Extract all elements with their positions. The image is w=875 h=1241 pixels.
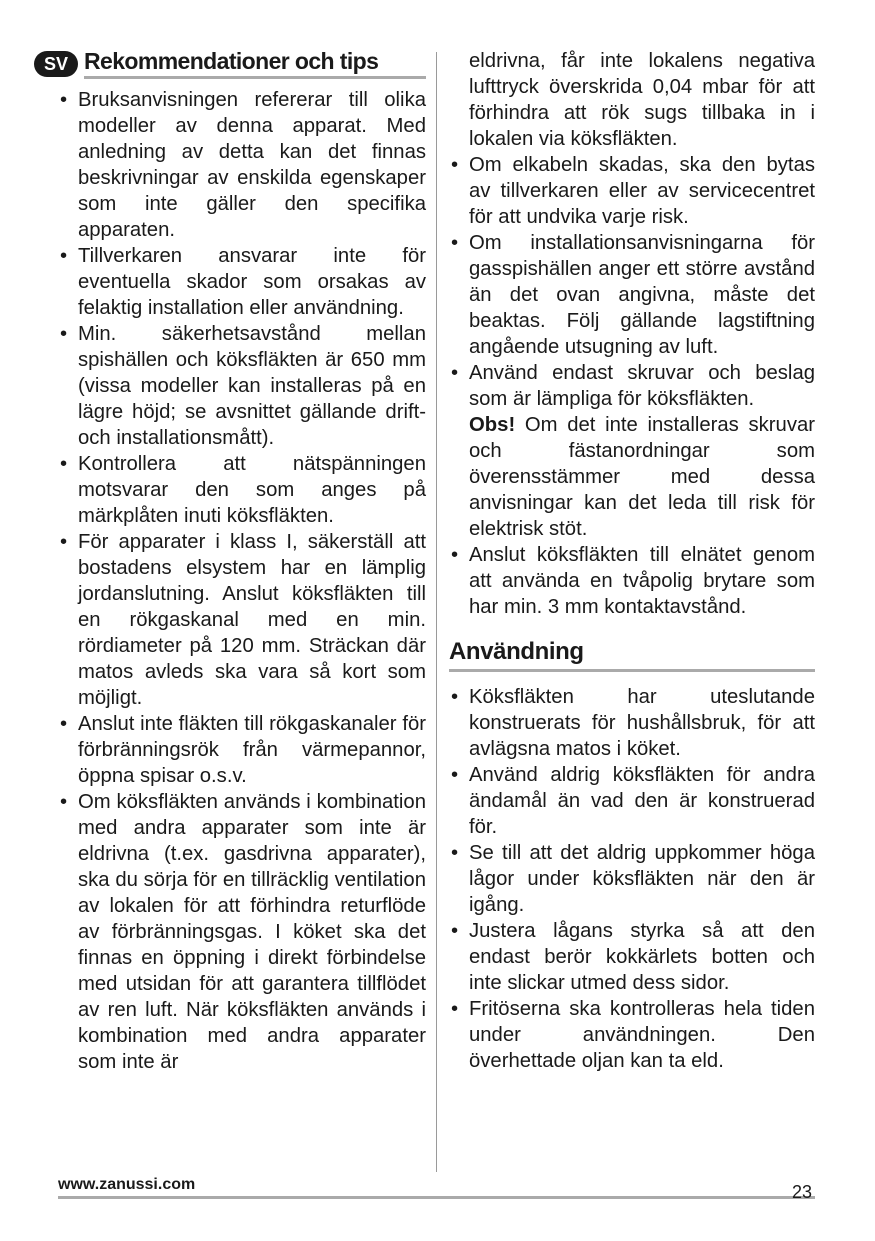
usage-list — [449, 684, 815, 1074]
list-item: • Fritöserna ska kontrolleras hela tiden under användningen. Den överhettade oljan kan ta eld. — [449, 996, 815, 1074]
list-item-screws — [449, 360, 815, 542]
list-item: • Om installationsanvisningarna för gasspishällen anger ett större avstånd än det ovan angivna, måste det beaktas. Följ gällande lagstiftning angående utsugning av luft. — [449, 230, 815, 360]
screws-text: • Använd endast skruvar och beslag som är lämpliga för köksfläkten. — [469, 362, 815, 410]
list-item: • Anslut köksfläkten till elnätet genom att använda en tvåpolig brytare som har min. 3 mm kontaktavstånd. — [449, 542, 815, 620]
usage-heading: Användning — [449, 638, 815, 672]
recommendations-list — [58, 87, 426, 1075]
right-column — [449, 48, 815, 1074]
page-number: 23 — [792, 1182, 813, 1202]
column-divider — [436, 52, 437, 1172]
obs-label: Obs! — [469, 414, 516, 436]
obs-text: Om det inte installeras skruvar och fästanordningar som överensstämmer med dessa anvisningar kan det leda till risk för elektrisk stöt. — [469, 414, 815, 540]
list-item: • Om köksfläkten används i kombination med andra apparater som inte är eldrivna (t.ex. gasdrivna apparater), ska du sörja för en tillräcklig ventilation av lokalen för att förhindra returflöde av förbränningsgas. I köket ska det finnas en öppning i direkt förbindelse med utsidan för att garantera tillflödet av ren luft. När köksfläkten används i kombination med andra apparater som inte är — [58, 789, 426, 1075]
footer-website-link[interactable]: www.zanussi.com — [58, 1176, 196, 1193]
list-item: • Min. säkerhetsavstånd mellan spishällen och köksfläkten är 650 mm (vissa modeller kan installeras på en lägre höjd; se avsnittet gällande drift- och installationsmått). — [58, 321, 426, 451]
footer-divider — [58, 1196, 815, 1199]
list-item: • Köksfläkten har uteslutande konstruerats för hushållsbruk, för att avlägsna matos i köket. — [449, 684, 815, 762]
list-item: • Om elkabeln skadas, ska den bytas av tillverkaren eller av servicecentret för att undvika varje risk. — [449, 152, 815, 230]
list-item: • För apparater i klass I, säkerställ att bostadens elsystem har en lämplig jordanslutning. Anslut köksfläkten till en rökgaskanal med en min. rördiameter på 120 mm. Sträckan där matos avleds ska vara så kort som möjligt. — [58, 529, 426, 711]
obs-note — [469, 412, 815, 542]
list-item: • Se till att det aldrig uppkommer höga lågor under köksfläkten när den är igång. — [449, 840, 815, 918]
list-item: • Tillverkaren ansvarar inte för eventuella skador som orsakas av felaktig installation eller användning. — [58, 243, 426, 321]
page-title: Rekommendationer och tips — [84, 48, 426, 79]
recommendations-list-continued — [449, 152, 815, 620]
list-item: • Kontrollera att nätspänningen motsvarar den som anges på märkplåten inuti köksfläkten. — [58, 451, 426, 529]
left-column — [43, 48, 426, 1075]
list-item: • Justera lågans styrka så att den endast berör kokkärlets botten och inte slickar utmed dess sidor. — [449, 918, 815, 996]
section-heading-recommendations — [43, 48, 426, 79]
list-item: • Använd aldrig köksfläkten för andra ändamål än vad den är konstruerad för. — [449, 762, 815, 840]
list-item: • Anslut inte fläkten till rökgaskanaler för förbränningsrök från värmepannor, öppna spisar o.s.v. — [58, 711, 426, 789]
language-badge: SV — [34, 51, 78, 77]
continued-text: eldrivna, får inte lokalens negativa lufttryck överskrida 0,04 mbar för att förhindra att rök sugs tillbaka in i lokalen via köksfläkten. — [469, 50, 815, 150]
list-item: • Bruksanvisningen refererar till olika modeller av denna apparat. Med anledning av detta kan det finnas beskrivningar av enskilda egenskaper som inte gäller den specifika apparaten. — [58, 87, 426, 243]
